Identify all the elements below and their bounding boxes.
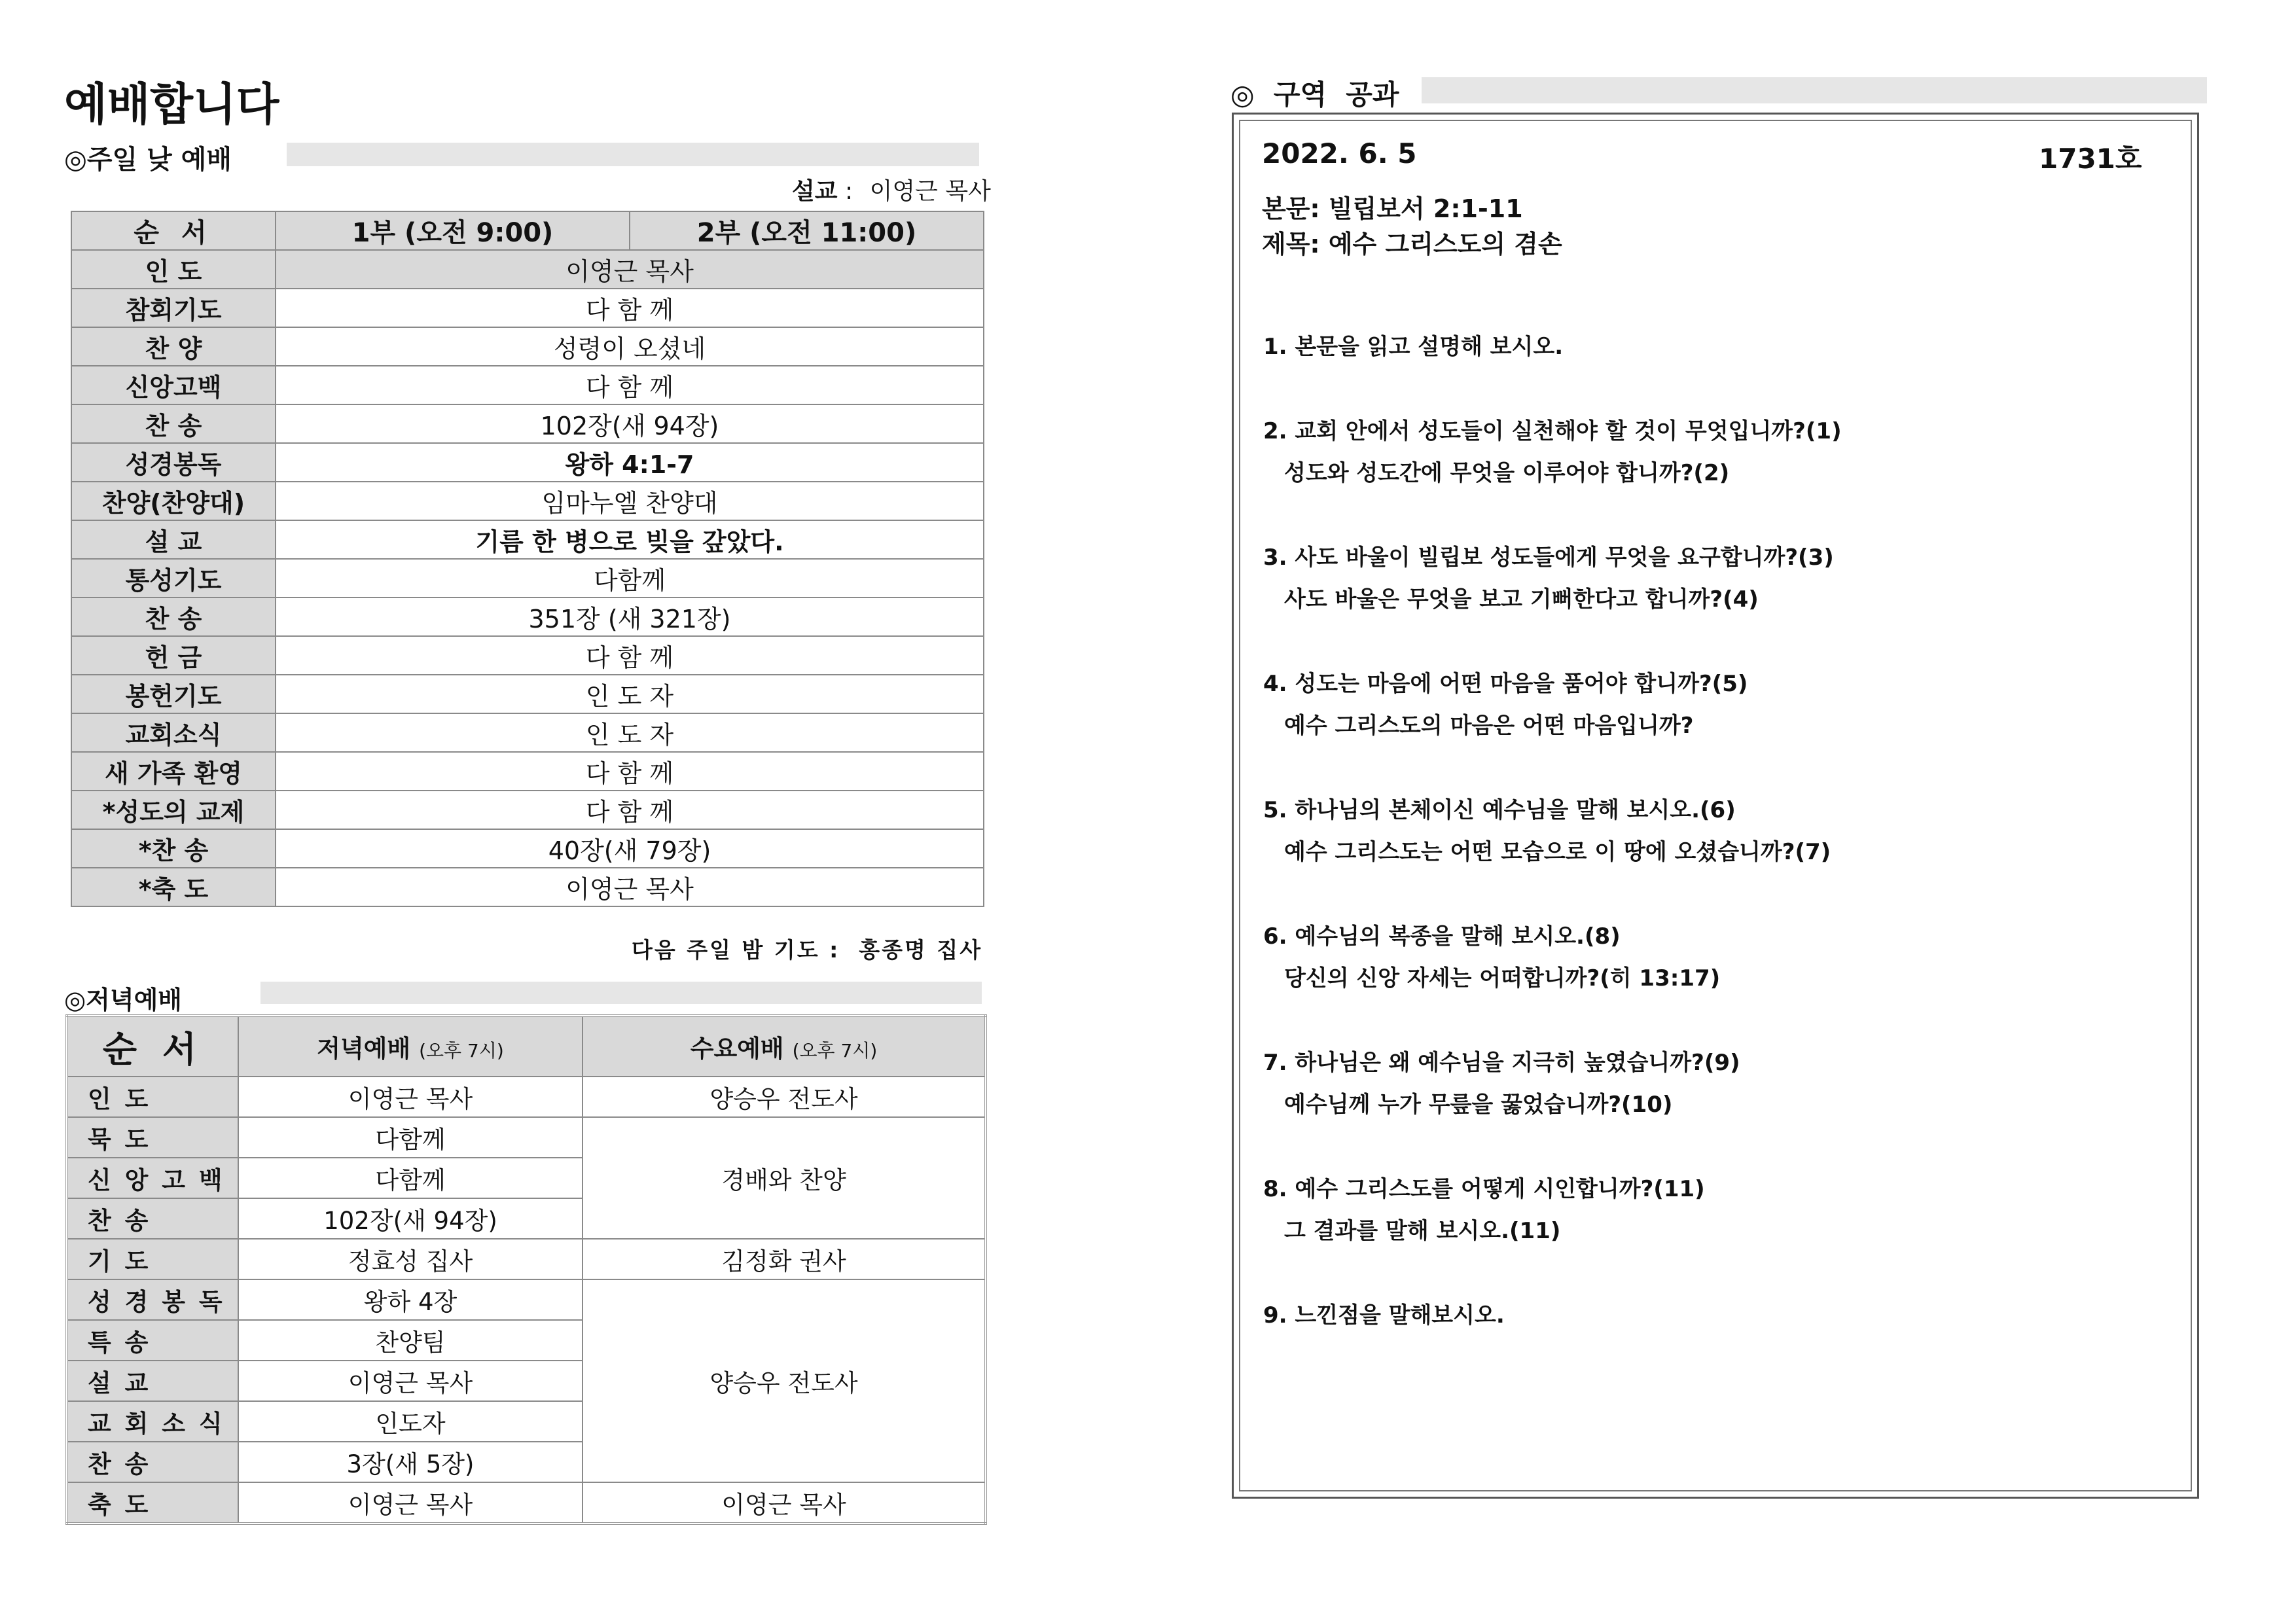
table-row [71,443,984,482]
evening-value: 인도자 [238,1401,583,1442]
study-text: 본문: 빌립보서 2:1-11 [1262,194,1523,223]
evening-heading: ◎저녁예배 [64,986,182,1014]
row-value: 이영근 목사 [276,250,984,289]
row-value: 다함께 [276,559,984,597]
preacher-label: 설교 [792,178,838,205]
row-label: 찬 송 [67,1442,238,1482]
table-row [67,1077,986,1117]
question-7: 7. 하나님은 왜 예수님을 지극히 높였습니까?(9) [1263,1050,1740,1076]
row-label: 찬 송 [67,1198,238,1239]
table-row [71,597,984,636]
row-value: 기름 한 병으로 빚을 갚았다. [276,520,984,559]
wednesday-value: 양승우 전도사 [583,1279,986,1482]
table-row [67,1117,986,1158]
table-header-row [67,1016,986,1077]
row-value: 이영근 목사 [276,868,984,906]
question-2: 2. 교회 안에서 성도들이 실천해야 할 것이 무엇입니까?(1) [1263,418,1842,444]
row-value: 성령이 오셨네 [276,327,984,366]
row-label: 성경봉독 [71,443,276,482]
preacher-line [792,173,991,206]
row-label: 찬 송 [71,597,276,636]
wednesday-value: 경배와 찬양 [583,1117,986,1239]
table-row [71,713,984,752]
next-prayer-note: 다음 주일 밤 기도 : 홍종명 집사 [632,937,983,963]
row-label: *찬 송 [71,829,276,868]
sunday-heading: ◎주일 낮 예배 [64,145,232,175]
evening-heading-bar [260,982,982,1004]
question-9: 9. 느낀점을 말해보시오. [1263,1302,1505,1329]
row-label: 인 도 [71,250,276,289]
header-evening-service [238,1016,583,1077]
row-label: 봉헌기도 [71,675,276,713]
table-row [71,636,984,675]
table-row [67,1482,986,1524]
table-row [71,868,984,906]
row-label: 통성기도 [71,559,276,597]
table-row [71,752,984,791]
header-wednesday-label: 수요예배 [690,1035,784,1063]
evening-value: 이영근 목사 [238,1361,583,1401]
row-value: 인 도 자 [276,675,984,713]
row-label: 찬 송 [71,404,276,443]
table-row [67,1239,986,1279]
row-label: 신 앙 고 백 [67,1158,238,1198]
evening-service-table [65,1014,987,1525]
wednesday-value: 김정화 권사 [583,1239,986,1279]
table-row [71,520,984,559]
table-row [71,559,984,597]
row-label: 축 도 [67,1482,238,1524]
evening-value: 이영근 목사 [238,1482,583,1524]
sunday-table-body [71,250,984,906]
row-value: 왕하 4:1-7 [276,443,984,482]
question-3-sub: 사도 바울은 무엇을 보고 기뻐한다고 합니까?(4) [1284,586,1759,613]
question-8: 8. 예수 그리스도를 어떻게 시인합니까?(11) [1263,1176,1705,1202]
sunday-service-table [71,211,984,907]
table-row [67,1279,986,1320]
row-label: 찬양(찬양대) [71,482,276,520]
row-label: 묵 도 [67,1117,238,1158]
row-label: 설 교 [71,520,276,559]
row-value: 351장 (새 321장) [276,597,984,636]
row-value: 다 함 께 [276,752,984,791]
evening-value: 102장(새 94장) [238,1198,583,1239]
study-heading: ◎ 구역 공과 [1230,79,1399,111]
evening-value: 왕하 4장 [238,1279,583,1320]
question-8-sub: 그 결과를 말해 보시오.(11) [1284,1218,1561,1244]
header-wednesday-service [583,1016,986,1077]
row-label: 신앙고백 [71,366,276,404]
header-second-service: 2부 (오전 11:00) [630,211,984,250]
table-row [71,829,984,868]
question-5: 5. 하나님의 본체이신 예수님을 말해 보시오.(6) [1263,797,1736,823]
row-label: 성 경 봉 독 [67,1279,238,1320]
row-value: 인 도 자 [276,713,984,752]
table-row [71,250,984,289]
row-label: 교회소식 [71,713,276,752]
row-value: 다 함 께 [276,289,984,327]
table-row [71,675,984,713]
evening-value: 3장(새 5장) [238,1442,583,1482]
row-value: 다 함 께 [276,791,984,829]
page-title: 예배합니다 [64,79,279,131]
question-6: 6. 예수님의 복종을 말해 보시오.(8) [1263,923,1621,950]
header-evening-time: (오후 7시) [419,1040,504,1061]
table-row [71,327,984,366]
table-row [71,791,984,829]
question-1: 1. 본문을 읽고 설명해 보시오. [1263,334,1564,360]
row-label: 새 가족 환영 [71,752,276,791]
row-label: 특 송 [67,1320,238,1361]
question-6-sub: 당신의 신앙 자세는 어떠합니까?(히 13:17) [1284,965,1721,991]
row-label: *축 도 [71,868,276,906]
header-evening-label: 저녁예배 [317,1035,411,1063]
study-issue-number: 1731호 [2039,143,2142,175]
question-3: 3. 사도 바울이 빌립보 성도들에게 무엇을 요구합니까?(3) [1263,544,1834,571]
row-label: 인 도 [67,1077,238,1117]
header-order: 순 서 [71,211,276,250]
row-label: 헌 금 [71,636,276,675]
study-heading-bar [1422,77,2207,103]
table-row [71,404,984,443]
header-order: 순 서 [67,1016,238,1077]
table-row [71,482,984,520]
question-7-sub: 예수님께 누가 무릎을 꿇었습니까?(10) [1284,1092,1673,1118]
evening-table-body [67,1077,986,1524]
question-5-sub: 예수 그리스도는 어떤 모습으로 이 땅에 오셨습니까?(7) [1284,839,1831,865]
evening-value: 이영근 목사 [238,1077,583,1117]
wednesday-value: 양승우 전도사 [583,1077,986,1117]
row-value: 40장(새 79장) [276,829,984,868]
table-row [71,366,984,404]
question-4: 4. 성도는 마음에 어떤 마음을 품어야 합니까?(5) [1263,671,1748,697]
evening-value: 정효성 집사 [238,1239,583,1279]
row-value: 다 함 께 [276,366,984,404]
wednesday-value: 이영근 목사 [583,1482,986,1524]
row-label: 참회기도 [71,289,276,327]
row-label: 찬 양 [71,327,276,366]
study-date: 2022. 6. 5 [1262,137,1417,169]
row-value: 다 함 께 [276,636,984,675]
question-4-sub: 예수 그리스도의 마음은 어떤 마음입니까? [1284,713,1694,739]
evening-value: 다함께 [238,1158,583,1198]
evening-value: 다함께 [238,1117,583,1158]
table-header-row [71,211,984,250]
preacher-separator: : [845,178,853,205]
header-wednesday-time: (오후 7시) [792,1040,878,1061]
header-first-service: 1부 (오전 9:00) [276,211,630,250]
sunday-heading-bar [287,143,979,166]
evening-value: 찬양팀 [238,1320,583,1361]
row-label: 설 교 [67,1361,238,1401]
row-label: 교 회 소 식 [67,1401,238,1442]
preacher-name: 이영근 목사 [869,178,991,205]
question-2-sub: 성도와 성도간에 무엇을 이루어야 합니까?(2) [1284,460,1730,486]
row-label: 기 도 [67,1239,238,1279]
table-row [71,289,984,327]
row-label: *성도의 교제 [71,791,276,829]
row-value: 102장(새 94장) [276,404,984,443]
row-value: 임마누엘 찬양대 [276,482,984,520]
study-title: 제목: 예수 그리스도의 겸손 [1262,230,1562,259]
